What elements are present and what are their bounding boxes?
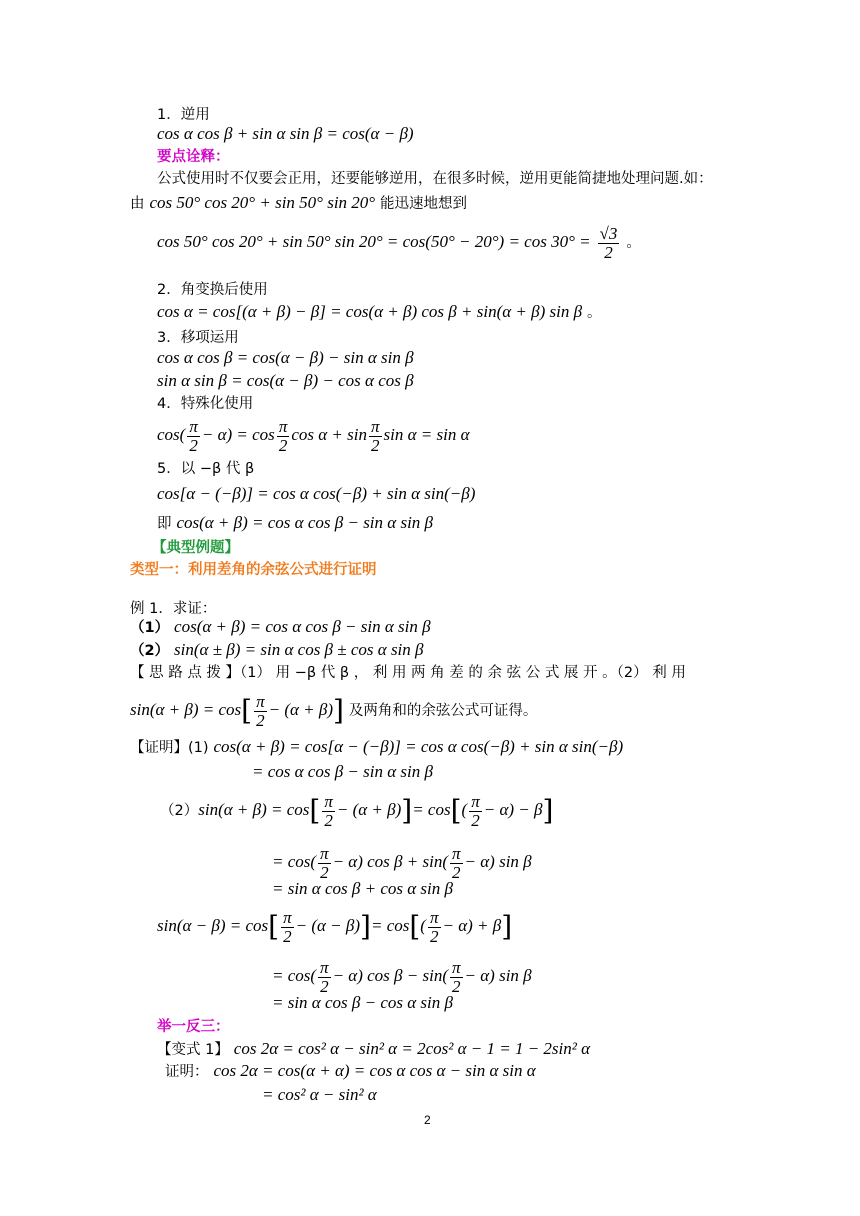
- fraction-pi-over-2: [322, 793, 335, 830]
- page-number: 2: [424, 1113, 431, 1127]
- fraction-denominator: 2: [428, 927, 441, 946]
- fraction-pi-over-2: [469, 793, 482, 830]
- text-quickly-think: 能迅速地想到: [380, 196, 468, 212]
- formula: sin(α ± β) = sin α cos β ± cos α sin β: [174, 640, 424, 659]
- fraction-numerator: π: [371, 416, 380, 436]
- variant-1-proof: [165, 1061, 536, 1082]
- paren: (: [420, 916, 426, 935]
- item-4-heading: 4．特殊化使用: [157, 396, 254, 412]
- formula-part: sin(α + β) = cos: [198, 800, 310, 819]
- fraction-denominator: 2: [450, 863, 463, 882]
- bracket: ]: [501, 910, 513, 943]
- formula-angle-transform-text: cos α = cos[(α + β) − β] = cos(α + β) cos β + sin(α + β) sin β: [157, 302, 583, 321]
- proof-part-1: [130, 737, 623, 758]
- fraction-denominator: 2: [469, 811, 482, 830]
- formula-sum-result: [157, 513, 433, 534]
- fraction-numerator: √3: [599, 223, 618, 243]
- proof-part-2-minus-line-2: [272, 955, 532, 997]
- bracket: ]: [360, 910, 371, 943]
- bracket: [: [409, 910, 421, 943]
- formula-negative-beta: cos[α − (−β)] = cos α cos(−β) + sin α sin(−β): [157, 484, 476, 503]
- fraction-denominator: 2: [281, 927, 294, 946]
- text-you: 由: [130, 196, 145, 212]
- proof-part-2-line-2: [272, 841, 532, 883]
- bracket: ]: [333, 694, 344, 727]
- fraction-pi-over-2: [428, 909, 441, 946]
- fraction-numerator: π: [283, 907, 292, 927]
- fraction-pi-over-2: [369, 418, 382, 455]
- formula-part: − (α + β): [268, 700, 334, 719]
- formula-part: − α) sin β: [464, 852, 532, 871]
- formula-part: = cos: [370, 916, 410, 935]
- fraction-pi-over-2: [450, 959, 463, 996]
- formula-inline: cos 50° cos 20° + sin 50° sin 20°: [149, 193, 376, 212]
- fraction-denominator: 2: [598, 243, 620, 262]
- part-label: （2）: [160, 803, 199, 819]
- fraction-pi-over-2: [318, 845, 331, 882]
- fraction-denominator: 2: [369, 436, 382, 455]
- bracket: [: [309, 794, 321, 827]
- formula-part: − α) − β: [483, 800, 543, 819]
- proof-part-2-minus-line-1: [157, 902, 512, 951]
- fraction-numerator: π: [429, 907, 439, 927]
- formula-part: − (α − β): [295, 916, 361, 935]
- formula-part: − α) sin β: [464, 966, 532, 985]
- section-typical-examples: 【典型例题】: [152, 540, 239, 556]
- fraction-numerator: π: [471, 791, 480, 811]
- formula-sum: cos(α + β) = cos α cos β − sin α sin β: [176, 513, 434, 532]
- formula-cos30: [157, 222, 641, 263]
- bracket: [: [268, 910, 280, 943]
- paragraph-explanation: 公式使用时不仅要会正用，还要能够逆用，在很多时候，逆用更能简捷地处理问题.如：: [157, 171, 713, 187]
- fraction-numerator: π: [451, 957, 461, 977]
- thinking-hint: 【 思 路 点 拨 】（1） 用 −β 代 β ， 利 用 两 角 差 的 余 弦 公 式 展 开 。（2） 利 用: [130, 665, 686, 681]
- fraction-pi-over-2: [318, 959, 331, 996]
- fraction-pi-over-2: [450, 845, 463, 882]
- key-points-heading: 要点诠释：: [157, 149, 230, 165]
- formula-part: sin α = sin α: [383, 425, 470, 444]
- formula-reverse-use: cos α cos β + sin α sin β = cos(α − β): [157, 124, 414, 143]
- bracket: [: [450, 794, 462, 827]
- fraction-denominator: 2: [254, 711, 267, 730]
- period: 。: [626, 235, 641, 251]
- fraction-pi-over-2: [277, 418, 290, 455]
- variant-1: [157, 1039, 590, 1060]
- proof-part-1-result: = cos α cos β − sin α sin β: [252, 762, 433, 781]
- formula-transpose-2: sin α sin β = cos(α − β) − cos α cos β: [157, 371, 414, 390]
- item-1-heading: 1．逆用: [157, 107, 210, 123]
- variant-label: 【变式 1】: [157, 1042, 229, 1058]
- formula-cos30-lhs: cos 50° cos 20° + sin 50° sin 20° = cos(50° − 20°) = cos 30° =: [157, 232, 591, 251]
- example-1-heading: 例 1．求证：: [130, 601, 217, 617]
- example-1-part-2: [130, 640, 424, 661]
- formula-part: cos(: [157, 425, 186, 444]
- item-2-heading: 2．角变换后使用: [157, 282, 268, 298]
- formula: cos 2α = cos(α + α) = cos α cos α − sin α sin α: [213, 1061, 536, 1080]
- formula-double-angle: cos 2α = cos² α − sin² α = 2cos² α − 1 = 1 − 2sin² α: [233, 1039, 591, 1058]
- formula-part: = cos(: [272, 966, 317, 985]
- thinking-hint-formula: [130, 688, 537, 733]
- proof-label: 证明：: [165, 1064, 209, 1080]
- fraction-denominator: 2: [322, 811, 335, 830]
- fraction-pi-over-2: [187, 418, 200, 455]
- proof-part-2-result: = sin α cos β + cos α sin β: [272, 879, 453, 898]
- bracket: ]: [401, 794, 413, 827]
- formula: cos(α + β) = cos α cos β − sin α sin β: [174, 617, 431, 636]
- proof-part-2-line-1: [160, 786, 553, 835]
- formula-part: sin(α − β) = cos: [157, 916, 269, 935]
- text-namely: 即: [157, 516, 172, 532]
- item-3-heading: 3．移项运用: [157, 330, 239, 346]
- fraction-numerator: π: [451, 843, 461, 863]
- fraction-numerator: π: [320, 957, 329, 977]
- item-5-heading: 5．以 −β 代 β: [157, 461, 255, 477]
- variant-1-result: = cos² α − sin² α: [262, 1085, 377, 1104]
- fraction-numerator: π: [320, 843, 329, 863]
- formula: cos(α + β) = cos[α − (−β)] = cos α cos(−β) + sin α sin(−β): [213, 737, 624, 756]
- formula-part: − α) cos β + sin(: [332, 852, 448, 871]
- proof-part-2-minus-result: = sin α cos β − cos α sin β: [272, 993, 453, 1012]
- fraction-denominator: 2: [187, 436, 200, 455]
- formula-part: cos α + sin: [291, 425, 367, 444]
- practice-heading: 举一反三：: [157, 1019, 230, 1035]
- fraction-numerator: π: [278, 416, 288, 436]
- formula-angle-transform: [157, 302, 602, 323]
- fraction-pi-over-2: [254, 693, 267, 730]
- fraction-denominator: 2: [277, 436, 290, 455]
- paren: (: [461, 800, 468, 819]
- fraction-numerator: π: [256, 691, 265, 711]
- part-label: （1）: [130, 620, 170, 636]
- formula-part: − α) cos β − sin(: [332, 966, 448, 985]
- section-type-one: 类型一：利用差角的余弦公式进行证明: [130, 562, 377, 578]
- bracket: [: [241, 694, 253, 727]
- fraction-pi-over-2: [281, 909, 294, 946]
- formula-part: − α) = cos: [201, 425, 275, 444]
- example-1-part-1: [130, 617, 431, 638]
- part-label: （2）: [130, 643, 170, 659]
- formula-part: = cos(: [272, 852, 317, 871]
- fraction-sqrt3-over-2: [598, 225, 620, 262]
- period: 。: [587, 305, 602, 321]
- formula-part: = cos: [412, 800, 451, 819]
- paragraph-example-line: [130, 193, 467, 214]
- bracket: ]: [542, 794, 554, 827]
- fraction-numerator: π: [189, 416, 198, 436]
- formula-special-case: [157, 413, 470, 457]
- formula-part: sin(α + β) = cos: [130, 700, 242, 719]
- formula-part: − (α + β): [336, 800, 402, 819]
- fraction-denominator: 2: [318, 977, 331, 996]
- fraction-denominator: 2: [318, 863, 331, 882]
- formula-transpose-1: cos α cos β = cos(α − β) − sin α sin β: [157, 348, 414, 367]
- formula-part: − α) + β: [442, 916, 502, 935]
- text-conclusion: 及两角和的余弦公式可证得。: [348, 703, 538, 719]
- fraction-denominator: 2: [450, 977, 463, 996]
- fraction-numerator: π: [324, 791, 333, 811]
- proof-label: 【证明】(1): [130, 740, 209, 756]
